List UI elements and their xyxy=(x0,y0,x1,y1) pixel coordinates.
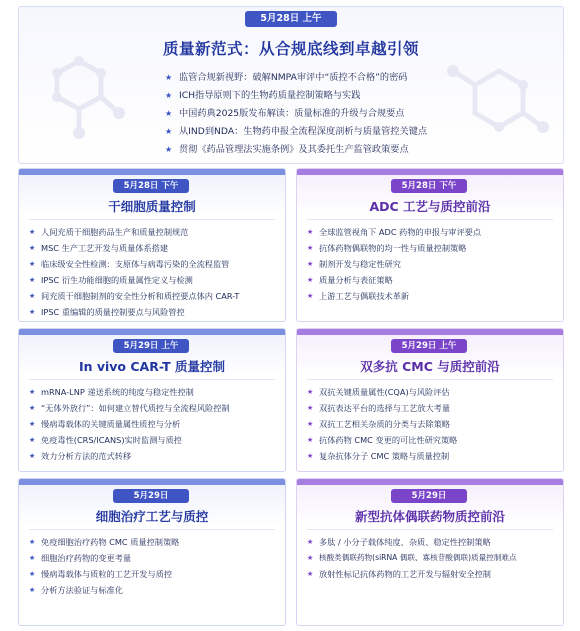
card-top-bar xyxy=(297,169,563,175)
hero-session-card xyxy=(18,6,564,164)
list-item: ★ 分析方法验证与标准化 xyxy=(29,582,179,598)
star-bullet-icon: ★ xyxy=(29,292,36,300)
star-bullet-icon: ★ xyxy=(307,292,314,300)
session-card-cell-therapy xyxy=(18,478,286,626)
card-top-bar xyxy=(19,169,285,175)
divider xyxy=(307,529,553,530)
list-item: ★ 抗体药物偶联物的均一性与质量控制策略 xyxy=(307,240,481,256)
star-bullet-icon: ★ xyxy=(307,404,314,412)
session-topic-list xyxy=(29,224,239,320)
session-title: 细胞治疗工艺与质控 xyxy=(95,509,209,524)
star-bullet-icon: ★ xyxy=(307,538,314,546)
star-bullet-icon: ★ xyxy=(307,420,314,428)
list-item: ★ 制剂开发与稳定性研究 xyxy=(307,256,481,272)
list-item: ★ mRNA-LNP 递送系统的纯度与稳定性控制 xyxy=(29,384,230,400)
star-bullet-icon: ★ xyxy=(29,538,36,546)
session-topic-list xyxy=(29,384,230,464)
star-bullet-icon: ★ xyxy=(307,570,314,578)
divider xyxy=(29,219,275,220)
card-top-bar xyxy=(19,329,285,335)
session-title: 新型抗体偶联药物质控前沿 xyxy=(354,509,505,524)
list-item: ★ 双抗关键质量属性(CQA)与风险评估 xyxy=(307,384,457,400)
star-bullet-icon: ★ xyxy=(29,404,36,412)
list-item: ★ MSC 生产工艺开发与质量体系搭建 xyxy=(29,240,239,256)
list-item: ★ 放射性标记抗体药物的工艺开发与辐射安全控制 xyxy=(307,566,517,582)
hero-topic-list xyxy=(165,69,427,159)
divider xyxy=(307,219,553,220)
star-bullet-icon: ★ xyxy=(29,260,36,268)
star-bullet-icon: ★ xyxy=(307,388,314,396)
hexagon-molecule-decoration-left xyxy=(39,51,149,151)
session-topic-list xyxy=(307,384,457,464)
session-topic-list xyxy=(307,534,517,582)
star-bullet-icon: ★ xyxy=(307,436,314,444)
list-item: ★ 细胞治疗药物的变更考量 xyxy=(29,550,179,566)
list-item: ★ 免疫毒性(CRS/ICANS)实时监测与质控 xyxy=(29,432,230,448)
star-bullet-icon: ★ xyxy=(165,127,173,136)
session-card-bispecific-cmc xyxy=(296,328,564,472)
star-bullet-icon: ★ xyxy=(29,570,36,578)
card-top-bar xyxy=(297,479,563,485)
list-item: ★ 监管合规新视野：破解NMPA审评中“质控不合格”的密码 xyxy=(165,69,427,87)
hexagon-molecule-decoration-right xyxy=(439,57,559,157)
list-item: ★ 双抗工艺相关杂质的分类与去除策略 xyxy=(307,416,457,432)
session-title: 双多抗 CMC 与质控前沿 xyxy=(360,359,500,374)
divider xyxy=(29,379,275,380)
list-item: ★ 上游工艺与偶联技术革新 xyxy=(307,288,481,304)
star-bullet-icon: ★ xyxy=(307,244,314,252)
star-bullet-icon: ★ xyxy=(307,452,314,460)
list-item: ★ 贯彻《药品管理法实施条例》及其委托生产监管政策要点 xyxy=(165,141,427,159)
star-bullet-icon: ★ xyxy=(307,228,314,236)
star-bullet-icon: ★ xyxy=(307,276,314,284)
list-item: ★ 慢病毒载体的关键质量属性质控与分析 xyxy=(29,416,230,432)
list-item: ★ IPSC 衍生功能细胞的质量属性定义与检测 xyxy=(29,272,239,288)
session-time-badge: 5月29日 上午 xyxy=(113,339,189,353)
card-top-bar xyxy=(19,479,285,485)
session-time-badge: 5月29日 xyxy=(391,489,467,503)
list-item: ★ 抗体药物 CMC 变更的可比性研究策略 xyxy=(307,432,457,448)
star-bullet-icon: ★ xyxy=(29,308,36,316)
session-title: 干细胞质量控制 xyxy=(108,199,196,214)
list-item: ★ 从IND到NDA：生物药申报全流程深度剖析与质量管控关键点 xyxy=(165,123,427,141)
session-card-in-vivo-car-t xyxy=(18,328,286,472)
session-topic-list xyxy=(307,224,481,304)
star-bullet-icon: ★ xyxy=(29,388,36,396)
hero-time-badge: 5月28日 上午 xyxy=(245,11,337,27)
star-bullet-icon: ★ xyxy=(29,228,36,236)
session-time-badge: 5月29日 xyxy=(113,489,189,503)
star-bullet-icon: ★ xyxy=(29,420,36,428)
star-bullet-icon: ★ xyxy=(29,244,36,252)
list-item: ★ 双抗表达平台的选择与工艺放大考量 xyxy=(307,400,457,416)
list-item: ★ 中国药典2025版发布解读：质量标准的升级与合规要点 xyxy=(165,105,427,123)
session-time-badge: 5月29日 上午 xyxy=(391,339,467,353)
star-bullet-icon: ★ xyxy=(307,554,314,562)
list-item: ★ 核酸类偶联药物(siRNA 偶联、寡核苷酸偶联)质量控制难点 xyxy=(307,550,517,566)
list-item: ★ 效力分析方法的范式转移 xyxy=(29,448,230,464)
divider xyxy=(307,379,553,380)
list-item: ★ 质量分析与表征策略 xyxy=(307,272,481,288)
session-title: ADC 工艺与质控前沿 xyxy=(369,199,491,214)
list-item: ★ 复杂抗体分子 CMC 策略与质量控制 xyxy=(307,448,457,464)
star-bullet-icon: ★ xyxy=(29,554,36,562)
list-item: ★ 临床级安全性检测：支原体与病毒污染的全流程监管 xyxy=(29,256,239,272)
list-item: ★ ICH指导原则下的生物药质量控制策略与实践 xyxy=(165,87,427,105)
star-bullet-icon: ★ xyxy=(165,109,173,118)
list-item: ★ 人间充质干细胞药品生产和质量控制规范 xyxy=(29,224,239,240)
star-bullet-icon: ★ xyxy=(29,436,36,444)
session-card-novel-conjugates xyxy=(296,478,564,626)
list-item: ★ 免疫细胞治疗药物 CMC 质量控制策略 xyxy=(29,534,179,550)
list-item: ★ 多肽 / 小分子载体纯度、杂质、稳定性控制策略 xyxy=(307,534,517,550)
list-item: ★ 间充质干细胞制剂的安全性分析和质控要点体内 CAR-T xyxy=(29,288,239,304)
list-item: ★ IPSC 重编辑的质量控制要点与风险管控 xyxy=(29,304,239,320)
star-bullet-icon: ★ xyxy=(165,145,173,154)
hero-title: 质量新范式：从合规底线到卓越引领 xyxy=(162,40,419,58)
list-item: ★ 慢病毒载体与质粒的工艺开发与质控 xyxy=(29,566,179,582)
session-topic-list xyxy=(29,534,179,598)
star-bullet-icon: ★ xyxy=(29,452,36,460)
divider xyxy=(29,529,275,530)
list-item: ★ 全球监管视角下 ADC 药物的申报与审评要点 xyxy=(307,224,481,240)
star-bullet-icon: ★ xyxy=(29,586,36,594)
session-title: In vivo CAR-T 质量控制 xyxy=(78,359,226,374)
session-time-badge: 5月28日 下午 xyxy=(391,179,467,193)
session-time-badge: 5月28日 下午 xyxy=(113,179,189,193)
star-bullet-icon: ★ xyxy=(29,276,36,284)
session-card-adc xyxy=(296,168,564,322)
session-card-stem-cell xyxy=(18,168,286,322)
card-top-bar xyxy=(297,329,563,335)
star-bullet-icon: ★ xyxy=(165,73,173,82)
star-bullet-icon: ★ xyxy=(307,260,314,268)
list-item: ★ “无体外放行”：如何建立替代质控与全流程风险控制 xyxy=(29,400,230,416)
star-bullet-icon: ★ xyxy=(165,91,173,100)
